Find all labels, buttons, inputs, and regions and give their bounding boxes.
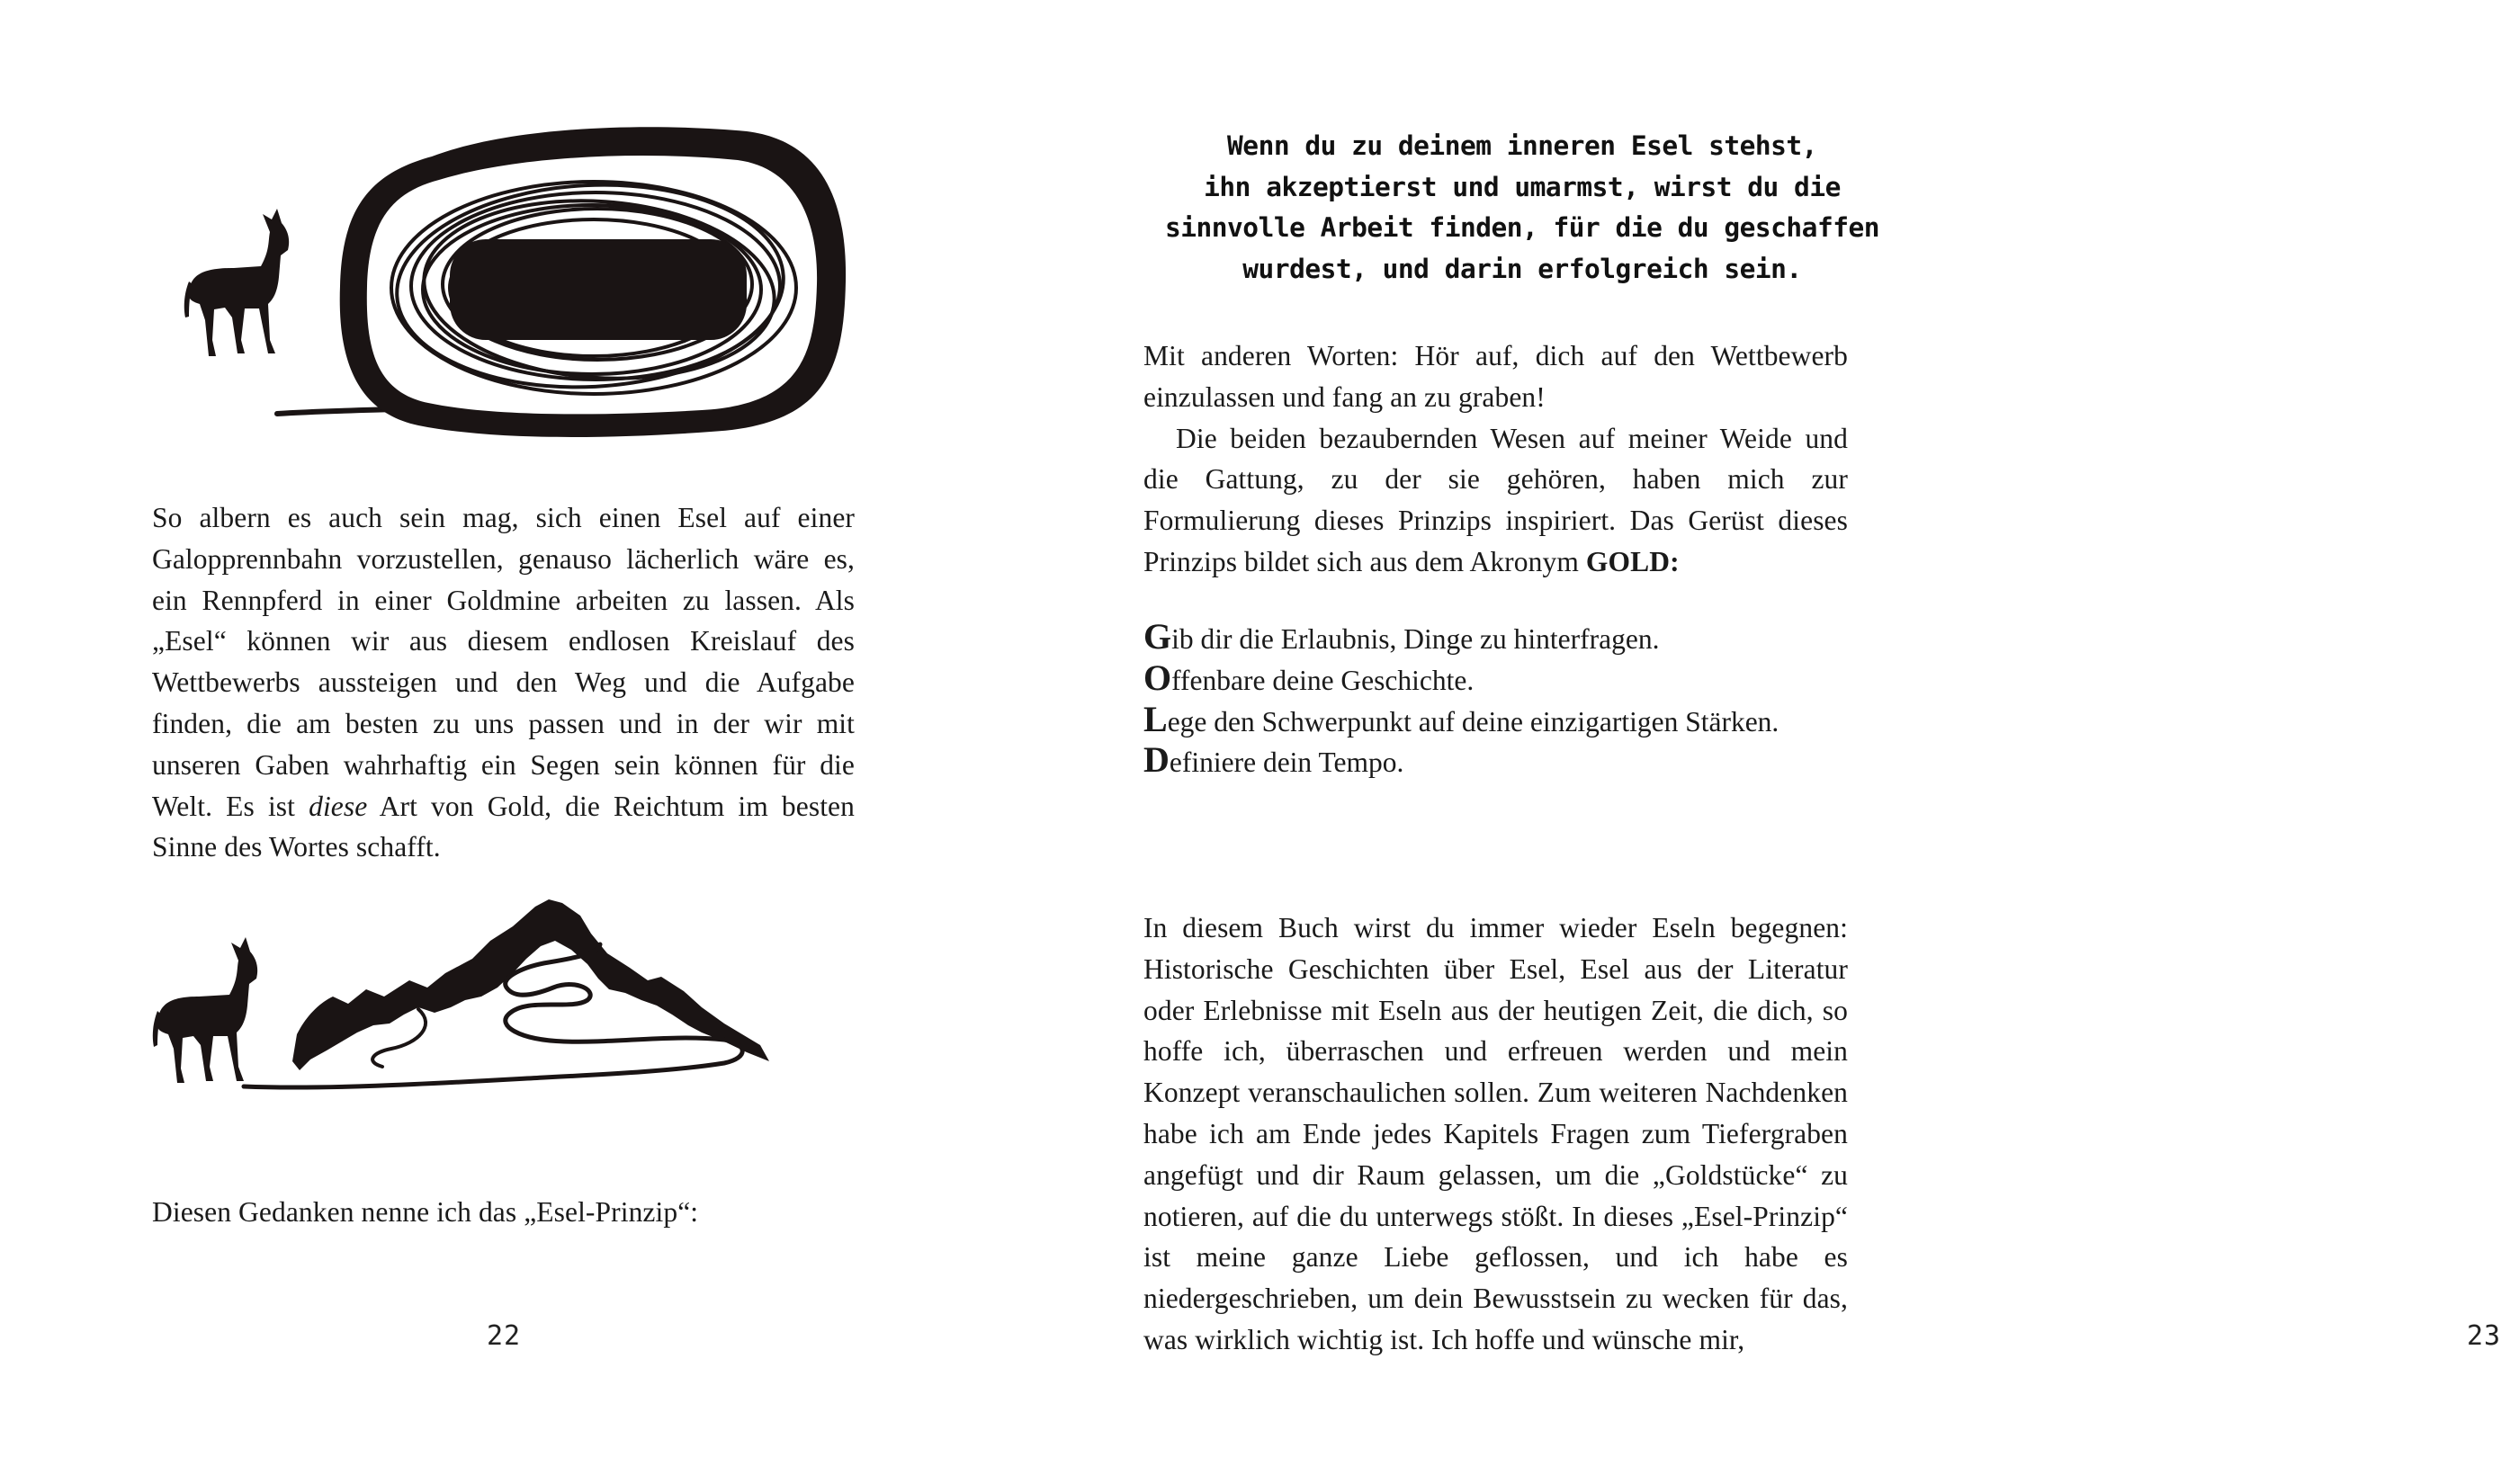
initial-letter: G xyxy=(1143,616,1172,657)
acronym-gold: GOLD: xyxy=(1585,545,1680,577)
donkey-racetrack-illustration xyxy=(162,124,855,448)
list-item: Gib dir die Erlaubnis, Dinge zu hinterfragen. xyxy=(1143,616,1660,657)
left-page xyxy=(0,0,990,1484)
donkey-icon xyxy=(153,937,257,1083)
body-paragraph: In diesem Buch wirst du immer wieder Eseln begegnen: Historische Geschichten über Esel, Esel aus der Literatur oder Erlebnisse mit Eseln aus der heutigen Zeit, die dich, so hoffe ich, überraschen und erfreuen werden und mein Konzept veranschaulichen sollen. Zum weiteren Nachdenken habe ich am Ende jedes Kapitels Fragen zum Tiefergraben angefügt und dir Raum gelassen, um die „Goldstücke“ zu notieren, auf die du unterwegs stößt. In dieses „Esel-Prinzip“ ist meine ganze Liebe geflossen, und ich habe es niedergeschrieben, um dein Bewusstsein zu wecken für das, was wirklich wichtig ist. Ich hoffe und wünsche mir, xyxy=(1143,912,1848,1355)
handwritten-quote xyxy=(1144,126,1900,290)
body-paragraph: So albern es auch sein mag, sich einen Esel auf einer Galopprennbahn vorzustellen, genauso lächerlich wäre es, ein Rennpferd in einer Goldmine arbeiten zu lassen. Als „Esel“ können wir aus diesem endlosen Kreislauf des Wettbewerbs aussteigen und den Weg und die Aufgabe finden, die am besten zu uns passen und in der wir mit unseren Gaben wahrhaftig ein Segen sein können für die Welt. Es ist diese Art von Gold, die Reichtum im besten Sinne des Wortes schafft. xyxy=(152,502,855,863)
quote-line: wurdest, und darin erfolgreich sein. xyxy=(1242,253,1802,284)
quote-line: Wenn du zu deinem inneren Esel stehst, xyxy=(1227,130,1817,161)
page-number: 22 xyxy=(487,1320,522,1352)
list-item: Offenbare deine Geschichte. xyxy=(1143,657,1475,698)
quote-line: sinnvolle Arbeit finden, für die du geschaffen xyxy=(1165,212,1879,243)
initial-letter: O xyxy=(1143,657,1172,698)
emphasis-text: diese xyxy=(309,790,368,822)
right-page xyxy=(990,0,2501,1484)
donkey-mountain-illustration xyxy=(148,890,859,1111)
body-paragraph: Diesen Gedanken nenne ich das „Esel-Prinzip“: xyxy=(152,1196,699,1228)
initial-letter: D xyxy=(1143,739,1170,781)
donkey-icon xyxy=(184,209,289,356)
list-item: Lege den Schwerpunkt auf deine einzigartigen Stärken. xyxy=(1143,698,1779,739)
page-number: 23 xyxy=(2467,1320,2501,1352)
quote-line: ihn akzeptierst und umarmst, wirst du die xyxy=(1204,171,1841,202)
gold-acronym-list xyxy=(1143,616,1848,783)
body-paragraph: Mit anderen Worten: Hör auf, dich auf den Wettbewerb einzulassen und fang an zu graben! Die beiden bezaubernden Wesen auf meiner Weide und die Gattung, zu der sie gehören, haben mich zur Formulierung dieses Prinzips inspiriert. Das Gerüst dieses Prinzips bildet sich aus dem Akronym GOLD: xyxy=(1143,340,1848,577)
list-item: Definiere dein Tempo. xyxy=(1143,739,1404,781)
initial-letter: L xyxy=(1143,698,1168,739)
